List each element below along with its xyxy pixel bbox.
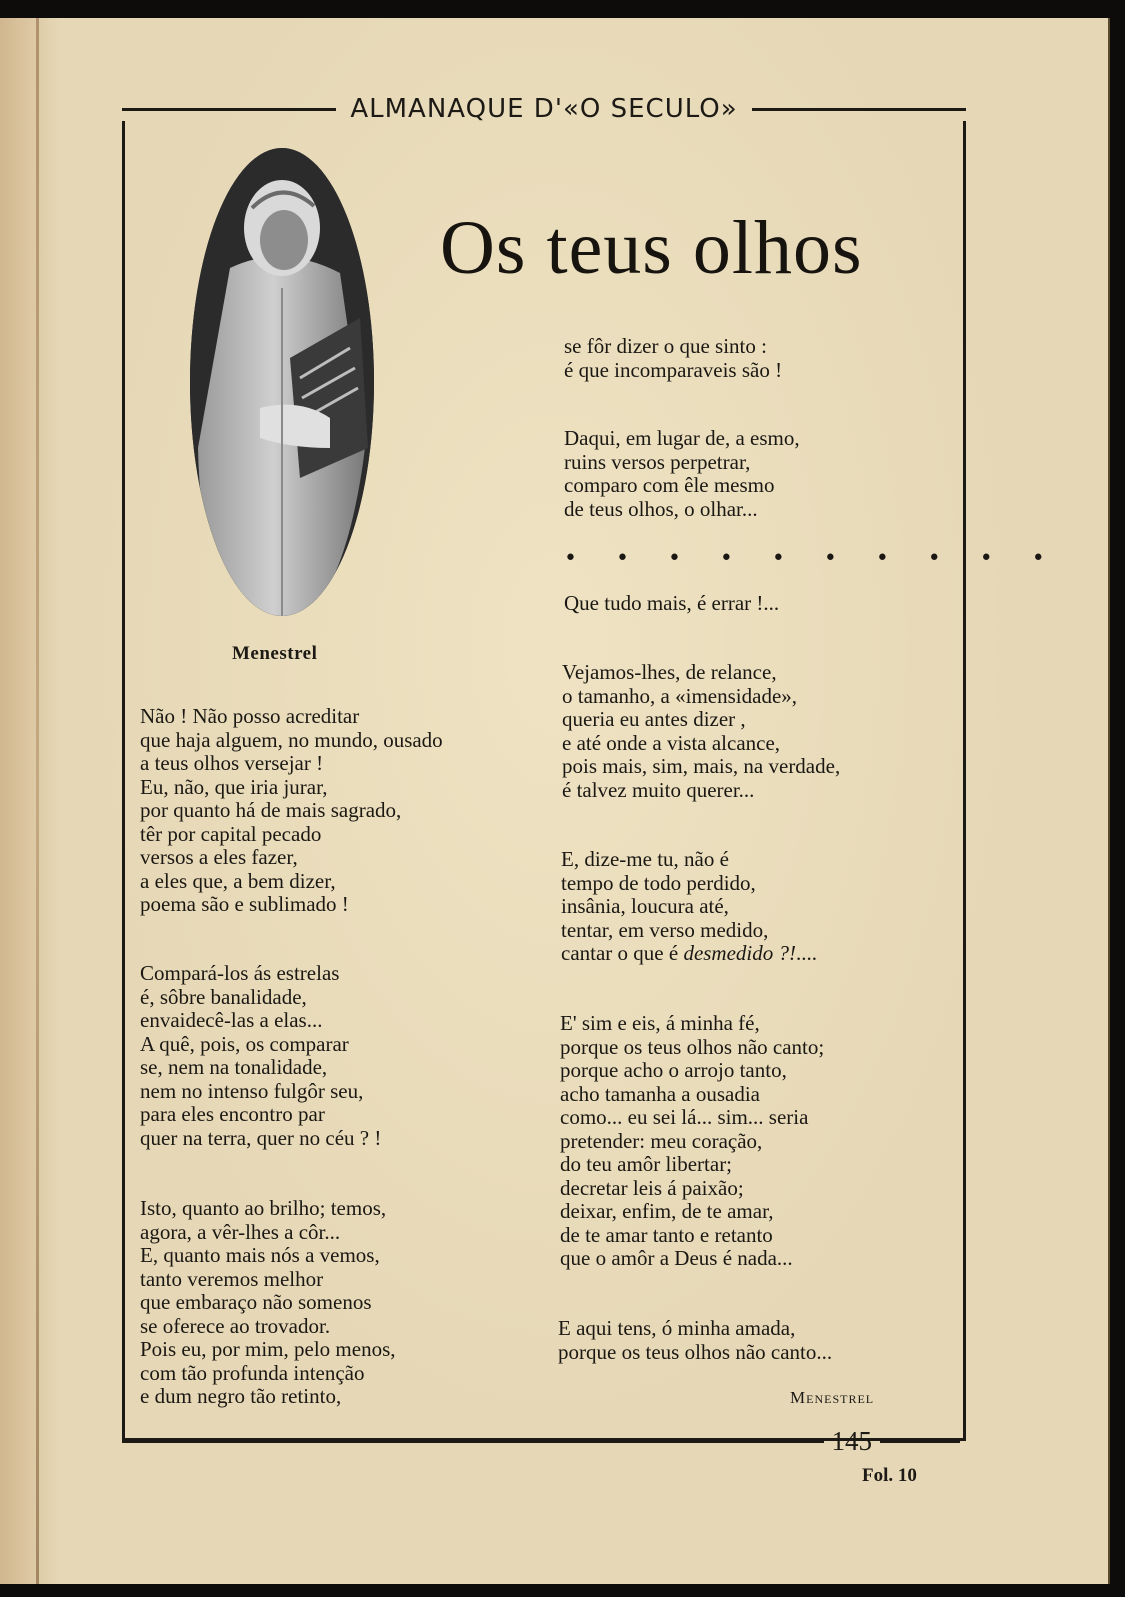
page-spine [36, 18, 39, 1584]
right-stanza-7: E aqui tens, ó minha amada, porque os teus olhos não canto... [558, 1316, 833, 1364]
right-stanza-1: se fôr dizer o que sinto : é que incomparaveis são ! [564, 334, 783, 382]
right-stanza-2: Daqui, em lugar de, a esmo, ruins versos perpetrar, comparo com êle mesmo de teus olhos, o olhar... [564, 426, 800, 521]
author-signature: Menestrel [790, 1388, 875, 1407]
footer-rule-left [122, 1439, 824, 1443]
running-header [122, 94, 966, 124]
ellipsis-line: • • • • • • • • • • [564, 546, 1061, 571]
footer-rule-right [880, 1439, 960, 1443]
page-number: 145 [831, 1425, 872, 1456]
right-stanza-4: Vejamos-lhes, de relance, o tamanho, a «imensidade», queria eu antes dizer , e até onde a vista alcance, pois mais, sim, mais, na verdade, é talvez muito querer... [562, 660, 841, 802]
right-stanza-3: Que tudo mais, é errar !... [564, 591, 780, 615]
illustration-caption: Menestrel [232, 643, 318, 664]
header-title: ALMANAQUE D'«O SECULO» [350, 94, 738, 124]
poem-title: Os teus olhos [440, 206, 863, 290]
right-stanza-5-text: E, dize-me tu, não é tempo de todo perdido, insânia, loucura até, tentar, em verso medido, cantar o que é [561, 847, 769, 965]
header-rule-right [752, 108, 966, 111]
page-footer [122, 1427, 960, 1455]
right-stanza-5 [561, 848, 817, 966]
minstrel-illustration [190, 148, 374, 616]
left-stanza-2: Compará-los ás estrelas é, sôbre banalidade, envaidecê-las a elas... A quê, pois, os comparar se, nem na tonalidade, nem no intenso fulgôr seu, para eles encontro par quer na terra, quer no céu ? ! [140, 961, 382, 1150]
italic-word: desmedido ?! [683, 941, 796, 965]
left-stanza-1: Não ! Não posso acreditar que haja alguem, no mundo, ousado a teus olhos versejar ! Eu, não, que iria jurar, por quanto há de mais sagrado, têr por capital pecado versos a eles fazer, a eles que, a bem dizer, poema são e sublimado ! [140, 704, 443, 916]
header-rule-left [122, 108, 336, 111]
trailing-dots: .... [796, 941, 817, 965]
left-stanza-3: Isto, quanto ao brilho; temos, agora, a vêr-lhes a côr... E, quanto mais nós a vemos, tanto veremos melhor que embaraço não somenos se oferece ao trovador. Pois eu, por mim, pelo menos, com tão profunda intenção e dum negro tão retinto, [140, 1196, 396, 1408]
right-stanza-6: E' sim e eis, á minha fé, porque os teus olhos não canto; porque acho o arrojo tanto, acho tamanha a ousadia como... eu sei lá... sim... seria pretender: meu coração, do teu amôr libertar; decretar leis á paixão; deixar, enfim, de te amar, de te amar tanto e retanto que o amôr a Deus é nada... [560, 1011, 825, 1270]
folio-mark: Fol. 10 [862, 1465, 917, 1486]
